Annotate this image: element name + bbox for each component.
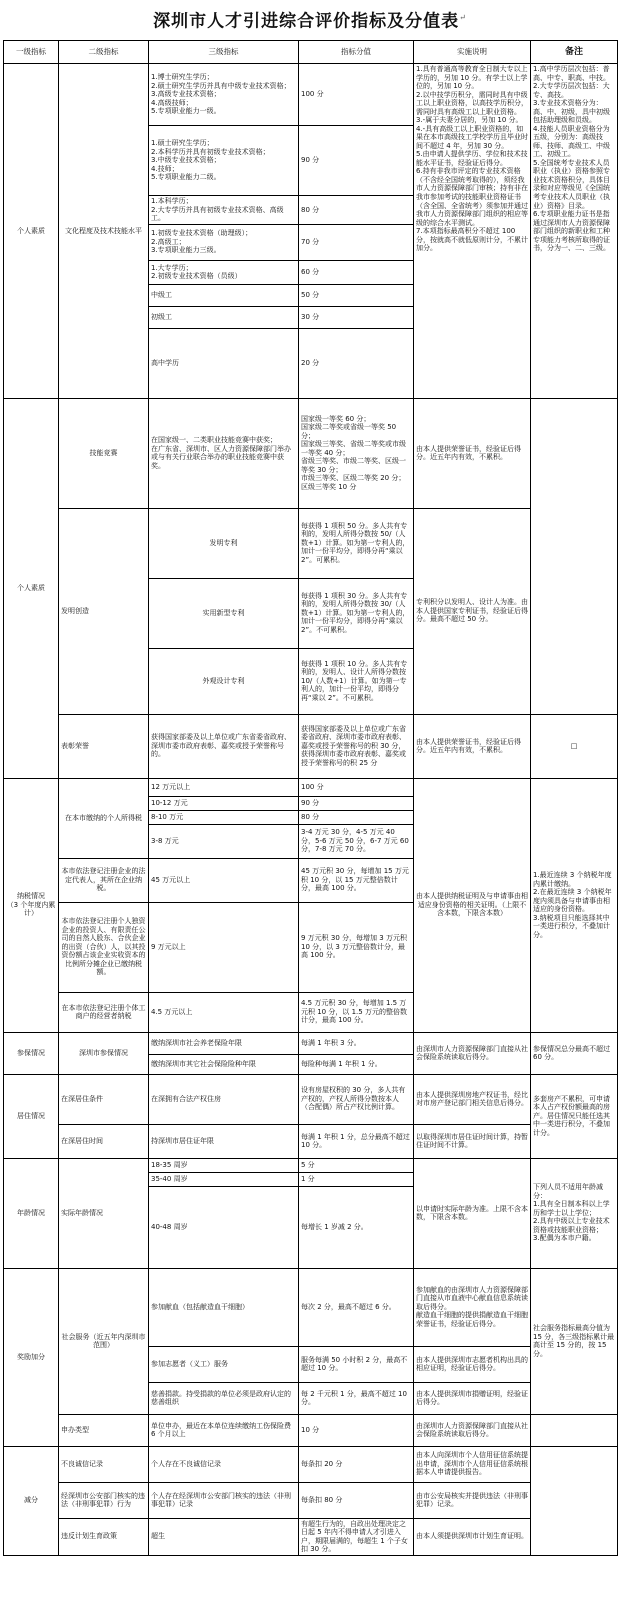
header-row (4, 41, 618, 64)
live-level2: 在深居住条件 (59, 1074, 149, 1124)
minus-desc: 由本人向深圳市个人信用征信系统提出申请，深圳市个人信用征信系统根据本人申请提供报告。 (414, 1446, 531, 1482)
bonus-shortage-level2: 申办类型 (59, 1414, 149, 1446)
edu-level1: 个人素质 (4, 64, 59, 399)
live-score: 设有房屋权积的 30 分，多人共有产权的，产权人所得分数按本人（合配偶）所占产权比例计算。 (299, 1074, 414, 1124)
bonus-row (4, 1414, 618, 1446)
tax-desc: 由本人提供纳税证明及与申请事由相适应身份资格的相关证明。（上限不含本数，下限含本数） (414, 778, 531, 1032)
age-desc: 以申请时实际年龄为准。上限不含本数，下限含本数。 (414, 1158, 531, 1268)
invent-level2: 发明创造 (59, 508, 149, 714)
minus-level2: 不良诚信记录 (59, 1446, 149, 1482)
edu-level3: 高中学历 (149, 328, 299, 398)
live-level3: 在深拥有合法产权住房 (149, 1074, 299, 1124)
bonus-note: 社会服务指标最高分值为 15 分，各三级指标累计最高计至 15 分的，按 15 分。 (531, 1268, 618, 1414)
honor-note: □ (531, 714, 618, 778)
contest-row (4, 398, 618, 508)
edu-score: 60 分 (299, 260, 414, 284)
tax-level3: 8-10 万元 (149, 810, 299, 824)
insure-level2: 深圳市参保情况 (59, 1032, 149, 1074)
edu-level2: 文化程度及技术技能水平 (59, 64, 149, 399)
bonus-note-empty (531, 1414, 618, 1446)
edu-level3: 1.硕士研究生学历； 2.本科学历并具有初级专业技术资格； 3.中级专业技术资格； 4.技师； 5.专项职业能力二级。 (149, 126, 299, 196)
bonus-score: 每次 2 分，最高不超过 6 分。 (299, 1268, 414, 1346)
live-level3: 持深圳市居住证年限 (149, 1124, 299, 1158)
tax-indiv-level2: 在本市依法登记注册个体工商户的经营者纳税 (59, 992, 149, 1032)
insure-score: 每满 1 年积 3 分。 (299, 1032, 414, 1054)
edu-score: 80 分 (299, 196, 414, 225)
bonus-desc: 由本人提供深圳市志愿者机构出具的相应证明，经验证后得分。 (414, 1346, 531, 1382)
edu-level3: 中级工 (149, 284, 299, 306)
contest-desc: 由本人提供荣誉证书，经验证后得分。近五年内有效，不累积。 (414, 398, 531, 508)
age-level3: 18-35 周岁 (149, 1158, 299, 1172)
insure-note: 参保情况总分最高不超过 60 分。 (531, 1032, 618, 1074)
age-level3: 35-40 周岁 (149, 1172, 299, 1186)
bonus-level3: 参加献血（包括献造血干细胞） (149, 1268, 299, 1346)
honor-level3: 获得国家部委及以上单位或广东省委省政府、深圳市委市政府表彰、嘉奖或授予荣誉称号的。 (149, 714, 299, 778)
live-level1: 居住情况 (4, 1074, 59, 1158)
tax-personal-level2: 在本市缴纳的个人所得税 (59, 778, 149, 858)
contest-score: 国家级一等奖 60 分； 国家级二等奖或省级一等奖 50 分； 国家级三等奖、省级二等奖或市级一等奖 40 分； 省级三等奖、市级二等奖、区级一等奖 30 分； 市级三等奖、区级二等奖 20 分； 区级三等奖 10 分 (299, 398, 414, 508)
bonus-social-level2: 社会服务（近五年内深圳市范围） (59, 1268, 149, 1414)
insure-score: 每险种每满 1 年积 1 分。 (299, 1054, 414, 1074)
edu-score: 20 分 (299, 328, 414, 398)
bonus-desc: 参加献血的由深圳市人力资源保障部门直接从市血液中心献血信息系统读取后得分。 献造血干细胞的提供捐献造血干细胞荣誉证书，经验证后得分。 (414, 1268, 531, 1346)
honor-level2: 表彰荣誉 (59, 714, 149, 778)
invent-score: 每获得 1 项积 10 分。多人共有专利的，发明人、设计人所得分数按 10/（人数+1）计算。如为第一专利人的，加计一份平均，即得分再“乘以 2”。不可累积。 (299, 648, 414, 714)
live-row (4, 1074, 618, 1124)
age-row (4, 1158, 618, 1172)
age-level3: 40-48 周岁 (149, 1186, 299, 1268)
tax-score: 9 万元积 30 分，每增加 3 万元积 10 分，以 3 万元整倍数计分，最高 100 分。 (299, 902, 414, 992)
minus-desc: 由本人须提供深圳市计划生育证明。 (414, 1518, 531, 1555)
live-desc: 由本人提供深圳房地产权证书，经比对市房产登记部门相关信息后得分。 (414, 1074, 531, 1124)
header-level2: 二级指标 (59, 41, 149, 64)
invent-score: 每获得 1 项积 30 分。多人共有专利的，发明人所得分数按 30/（人数+1）计算。如为第一专利人的，加计一份平均分，即得分再“乘以 2”。不可累积。 (299, 578, 414, 648)
page-title: 深圳市人才引进综合评价指标及分值表↵ (153, 11, 467, 32)
invent-level3: 外观设计专利 (149, 648, 299, 714)
minus-level2: 经深圳市公安部门核实的违法（非刑事犯罪）行为 (59, 1482, 149, 1518)
minus-score: 有超生行为的，自政出处理决定之日起 5 年内不得申请人才引进入户，期限届满的，每超生 1 个子女扣 30 分。 (299, 1518, 414, 1555)
tax-share-level2: 本市依法登记注册个人独资企业的投资人、有限责任公司的自然人股东、合伙企业的出资（合伙）人，以其投资份额占该企业实收资本的比例所分摊企业已缴纳税额。 (59, 902, 149, 992)
bonus-level1: 奖励加分 (4, 1268, 59, 1446)
tax-legal-level2: 本市依法登记注册企业的法定代表人，其所在企业纳税。 (59, 858, 149, 902)
edu-level3: 1.博士研究生学历； 2.硕士研究生学历并具有中级专业技术资格； 3.高级专业技术资格； 4.高级技师； 5.专项职业能力一级。 (149, 64, 299, 126)
header-note: 备注 (531, 41, 618, 64)
header-level1: 一级指标 (4, 41, 59, 64)
insure-level3: 缴纳深圳市社会养老保险年限 (149, 1032, 299, 1054)
age-score: 5 分 (299, 1158, 414, 1172)
evaluation-table-wrap (3, 40, 617, 1556)
tax-level1: 纳税情况 （3 个年度内累计） (4, 778, 59, 1032)
tax-score: 3-4 万元 30 分，4-5 万元 40 分，5-6 万元 50 分，6-7 万元 60 分，7-8 万元 70 分。 (299, 824, 414, 858)
honor-score: 获得国家部委及以上单位或广东省委省政府、深圳市委市政府表彰、嘉奖或授予荣誉称号的积 30 分，获得深圳市委市政府表彰、嘉奖或授予荣誉称号的积 25 分 (299, 714, 414, 778)
live-note: 多套房产不累积，可申请本人占产权份额最高的房产。居住情况只能任选其中一类进行积分，不叠加计分。 (531, 1074, 618, 1158)
live-score: 每满 1 年积 1 分，总分最高不超过 10 分。 (299, 1124, 414, 1158)
edu-level3: 1.初级专业技术资格（助理级）； 2.高级工； 3.专项职业能力三级。 (149, 224, 299, 260)
tax-level3: 45 万元以上 (149, 858, 299, 902)
tax-level3: 3-8 万元 (149, 824, 299, 858)
tax-score: 90 分 (299, 796, 414, 810)
tax-level3: 4.5 万元以上 (149, 992, 299, 1032)
edu-note: 1.高中学历层次包括：普高、中专、职高、中技。 2.大专学历层次包括：大专、高技。 3.专业技术资格分为：高、中、初级，具中初级包括助理级和员级。 4.技能人员职业资格分为五级，分别为：高级技师、技师、高级工、中级工、初级工。 5.全国统考专业技术人员职业（执业）资格参照专业技术资格积分，具体目录和对应等级见《全国统考专业技术人员职业（执业）资格》目录。 6.专项职业能力证书是指通过深圳市人力资源保障部门组织的新职业和工种专项能力考核所取得的证书，分为一、二、三级。 (531, 64, 618, 399)
personal-level1: 个人素质 (4, 398, 59, 778)
bonus-desc: 由深圳市人力资源保障部门直接从社会保险系统读取后得分。 (414, 1414, 531, 1446)
contest-level3: 在国家级一、二类职业技能竞赛中获奖； 在广东省、深圳市、区人力资源保障部门举办或与有关行业联合举办的职业技能竞赛中获奖。 (149, 398, 299, 508)
insure-row (4, 1032, 618, 1054)
edu-score: 90 分 (299, 126, 414, 196)
minus-row (4, 1446, 618, 1482)
minus-desc: 由市公安局核实并提供违法（非刑事犯罪）记录。 (414, 1482, 531, 1518)
live-desc: 以取得深圳市居住证时间计算，持暂住证时间不计算。 (414, 1124, 531, 1158)
contest-note (531, 398, 618, 714)
edu-score: 70 分 (299, 224, 414, 260)
tax-score: 80 分 (299, 810, 414, 824)
honor-row (4, 714, 618, 778)
invent-level3: 实用新型专利 (149, 578, 299, 648)
bonus-level3: 单位申办，最近在本单位连续缴纳工伤保险费 6 个月以上 (149, 1414, 299, 1446)
age-level2: 实际年龄情况 (59, 1158, 149, 1268)
return-mark-icon: ↵ (459, 13, 467, 22)
edu-level3: 初级工 (149, 306, 299, 328)
edu-desc: 1.具有普通高等教育全日制大专以上学历的，另加 10 分。有学士以上学位的，另加 10 分。 2.以中技学历积分，需同时具有中级工以上职业资格，以高技学历积分，需同时具有高级工以上职业资格。 3.-属于夫妻分居的，另加 10 分。 4.-具有高级工以上职业资格的，如果在本市高级技工学校学历且毕业时间不超过 4 年，另加 30 分。 5.由申请人提供学历、学位和技术技能水平证书，经验证后得分。 6.持有非我市评定的专业技术资格（不含经全国统考取得的），须经我市人力资源保障部门审核；持有非在我市参加考试的技能职业资格证书（含全国、全省统考）须参加并通过我市人力资源保障部门组织的相应等级的综合水平测试。 7.本项指标最高积分不超过 100 分，按就高不就低原则计分，不累计加分。 (414, 64, 531, 399)
tax-row (4, 778, 618, 796)
bonus-score: 10 分 (299, 1414, 414, 1446)
minus-level3: 个人存在不良诚信记录 (149, 1446, 299, 1482)
minus-score: 每条扣 20 分 (299, 1446, 414, 1482)
minus-row (4, 1482, 618, 1518)
header-level3: 三级指标 (149, 41, 299, 64)
edu-score: 30 分 (299, 306, 414, 328)
age-score: 1 分 (299, 1172, 414, 1186)
minus-level1: 减分 (4, 1446, 59, 1555)
edu-score: 100 分 (299, 64, 414, 126)
invent-row (4, 508, 618, 578)
tax-level3: 10-12 万元 (149, 796, 299, 810)
age-note: 下列人员不适用年龄减分： 1.具有全日制本科以上学历和学士以上学位； 2.具有中级以上专业技术资格或技能职业资格； 3.配偶为本市户籍。 (531, 1158, 618, 1268)
minus-row (4, 1518, 618, 1555)
header-score: 指标分值 (299, 41, 414, 64)
insure-desc: 由深圳市人力资源保障部门直接从社会保险系统读取后得分。 (414, 1032, 531, 1074)
minus-score: 每条扣 80 分 (299, 1482, 414, 1518)
contest-level2: 技能竞赛 (59, 398, 149, 508)
bonus-desc: 由本人提供深圳市捐赠证明，经验证后得分。 (414, 1382, 531, 1414)
minus-note-empty (531, 1446, 618, 1555)
bonus-level3: 参加志愿者（义工）服务 (149, 1346, 299, 1382)
tax-level3: 9 万元以上 (149, 902, 299, 992)
live-row (4, 1124, 618, 1158)
invent-desc: 专利积分以发明人、设计人为准。由本人提供国家专利证书，经验证后得分。最高不超过 50 分。 (414, 508, 531, 714)
bonus-score: 每 2 千元积 1 分，最高不超过 10 分。 (299, 1382, 414, 1414)
header-desc: 实施说明 (414, 41, 531, 64)
age-level1: 年龄情况 (4, 1158, 59, 1268)
tax-score: 4.5 万元积 30 分，每增加 1.5 万元积 10 分，以 1.5 万元的整倍数计分，最高 100 分。 (299, 992, 414, 1032)
edu-level3: 1.本科学历； 2.大专学历并具有初级专业技术资格、高级工。 (149, 196, 299, 225)
insure-level3: 缴纳深圳市其它社会保险险种年限 (149, 1054, 299, 1074)
tax-score: 45 万元积 30 分，每增加 15 万元积 10 分，以 15 万元整倍数计分，最高 100 分。 (299, 858, 414, 902)
honor-desc: 由本人提供荣誉证书，经验证后得分。近五年内有效，不累积。 (414, 714, 531, 778)
edu-score: 50 分 (299, 284, 414, 306)
tax-score: 100 分 (299, 778, 414, 796)
edu-row (4, 64, 618, 126)
edu-level3: 1.大专学历； 2.初级专业技术资格（员级） (149, 260, 299, 284)
bonus-score: 服务每满 50 小时积 2 分，最高不超过 10 分。 (299, 1346, 414, 1382)
bonus-row (4, 1268, 618, 1346)
minus-level2: 违反计划生育政策 (59, 1518, 149, 1555)
live-level2: 在深居住时间 (59, 1124, 149, 1158)
age-score: 每增长 1 岁减 2 分。 (299, 1186, 414, 1268)
tax-level3: 12 万元以上 (149, 778, 299, 796)
bonus-level3: 慈善捐款。持受捐款的单位必须是政府认定的慈善组织 (149, 1382, 299, 1414)
evaluation-table (3, 40, 618, 1556)
insure-level1: 参保情况 (4, 1032, 59, 1074)
tax-note: 1.最近连续 3 个纳税年度内累计缴纳。 2.在最近连续 3 个纳税年度内须具备与申请事由相适应的身份资格。 3.纳税项目只能选择其中一类进行积分，不叠加计分。 (531, 778, 618, 1032)
invent-level3: 发明专利 (149, 508, 299, 578)
minus-level3: 超生 (149, 1518, 299, 1555)
minus-level3: 个人存在经深圳市公安部门核实的违法（非刑事犯罪）记录 (149, 1482, 299, 1518)
invent-score: 每获得 1 项积 50 分。多人共有专利的，发明人所得分数按 50/（人数+1）计算。如为第一专利人的，加计一份平均分，即得分再“乘以 2”。可累积。 (299, 508, 414, 578)
